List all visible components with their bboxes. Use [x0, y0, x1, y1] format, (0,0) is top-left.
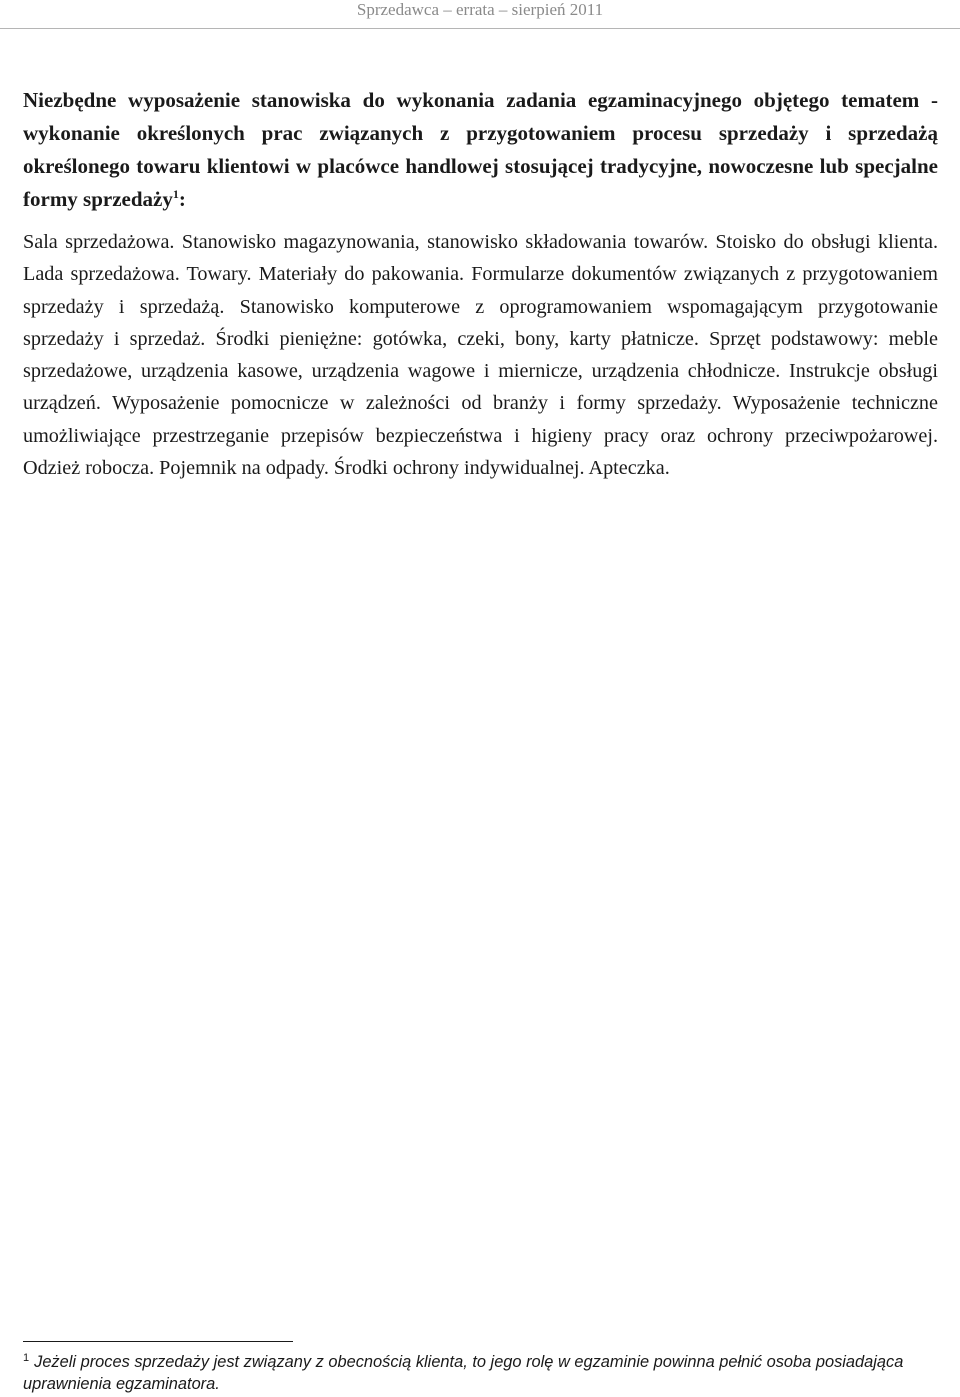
section-heading-text: Niezbędne wyposażenie stanowiska do wykonania zadania egzaminacyjnego objętego tematem - wykonanie określonych prac związanych z przygotowaniem procesu sprzedaży i sprzedażą określonego towaru klientowi w placówce handlowej stosującej tradycyjne, nowoczesne lub specjalne formy sprzedaży — [23, 88, 938, 211]
header-divider — [0, 28, 960, 29]
footnote — [23, 1351, 938, 1395]
section-heading — [23, 84, 938, 216]
section-heading-colon: : — [178, 187, 186, 211]
footnote-divider — [23, 1341, 293, 1342]
equipment-list-paragraph: Sala sprzedażowa. Stanowisko magazynowania, stanowisko składowania towarów. Stoisko do obsługi klienta. Lada sprzedażowa. Towary. Materiały do pakowania. Formularze dokumentów związanych z przygotowaniem sprzedaży i sprzedażą. Stanowisko komputerowe z oprogramowaniem wspomagającym przygotowanie sprzedaży i sprzedaż. Środki pieniężne: gotówka, czeki, bony, karty płatnicze. Sprzęt podstawowy: meble sprzedażowe, urządzenia kasowe, urządzenia wagowe i miernicze, urządzenia chłodnicze. Instrukcje obsługi urządzeń. Wyposażenie pomocnicze w zależności od branży i formy sprzedaży. Wyposażenie techniczne umożliwiające przestrzeganie przepisów bezpieczeństwa i higieny pracy oraz ochrony przeciwpożarowej. Odzież robocza. Pojemnik na odpady. Środki ochrony indywidualnej. Apteczka. — [23, 231, 938, 480]
footnote-number: 1 — [23, 1351, 30, 1364]
page-header: Sprzedawca – errata – sierpień 2011 — [356, 0, 604, 19]
footnote-text: Jeżeli proces sprzedaży jest związany z obecnością klienta, to jego rolę w egzaminie powinna pełnić osoba posiadająca uprawnienia egzaminatora. — [23, 1353, 904, 1393]
footnote-reference[interactable]: 1 — [172, 187, 179, 201]
